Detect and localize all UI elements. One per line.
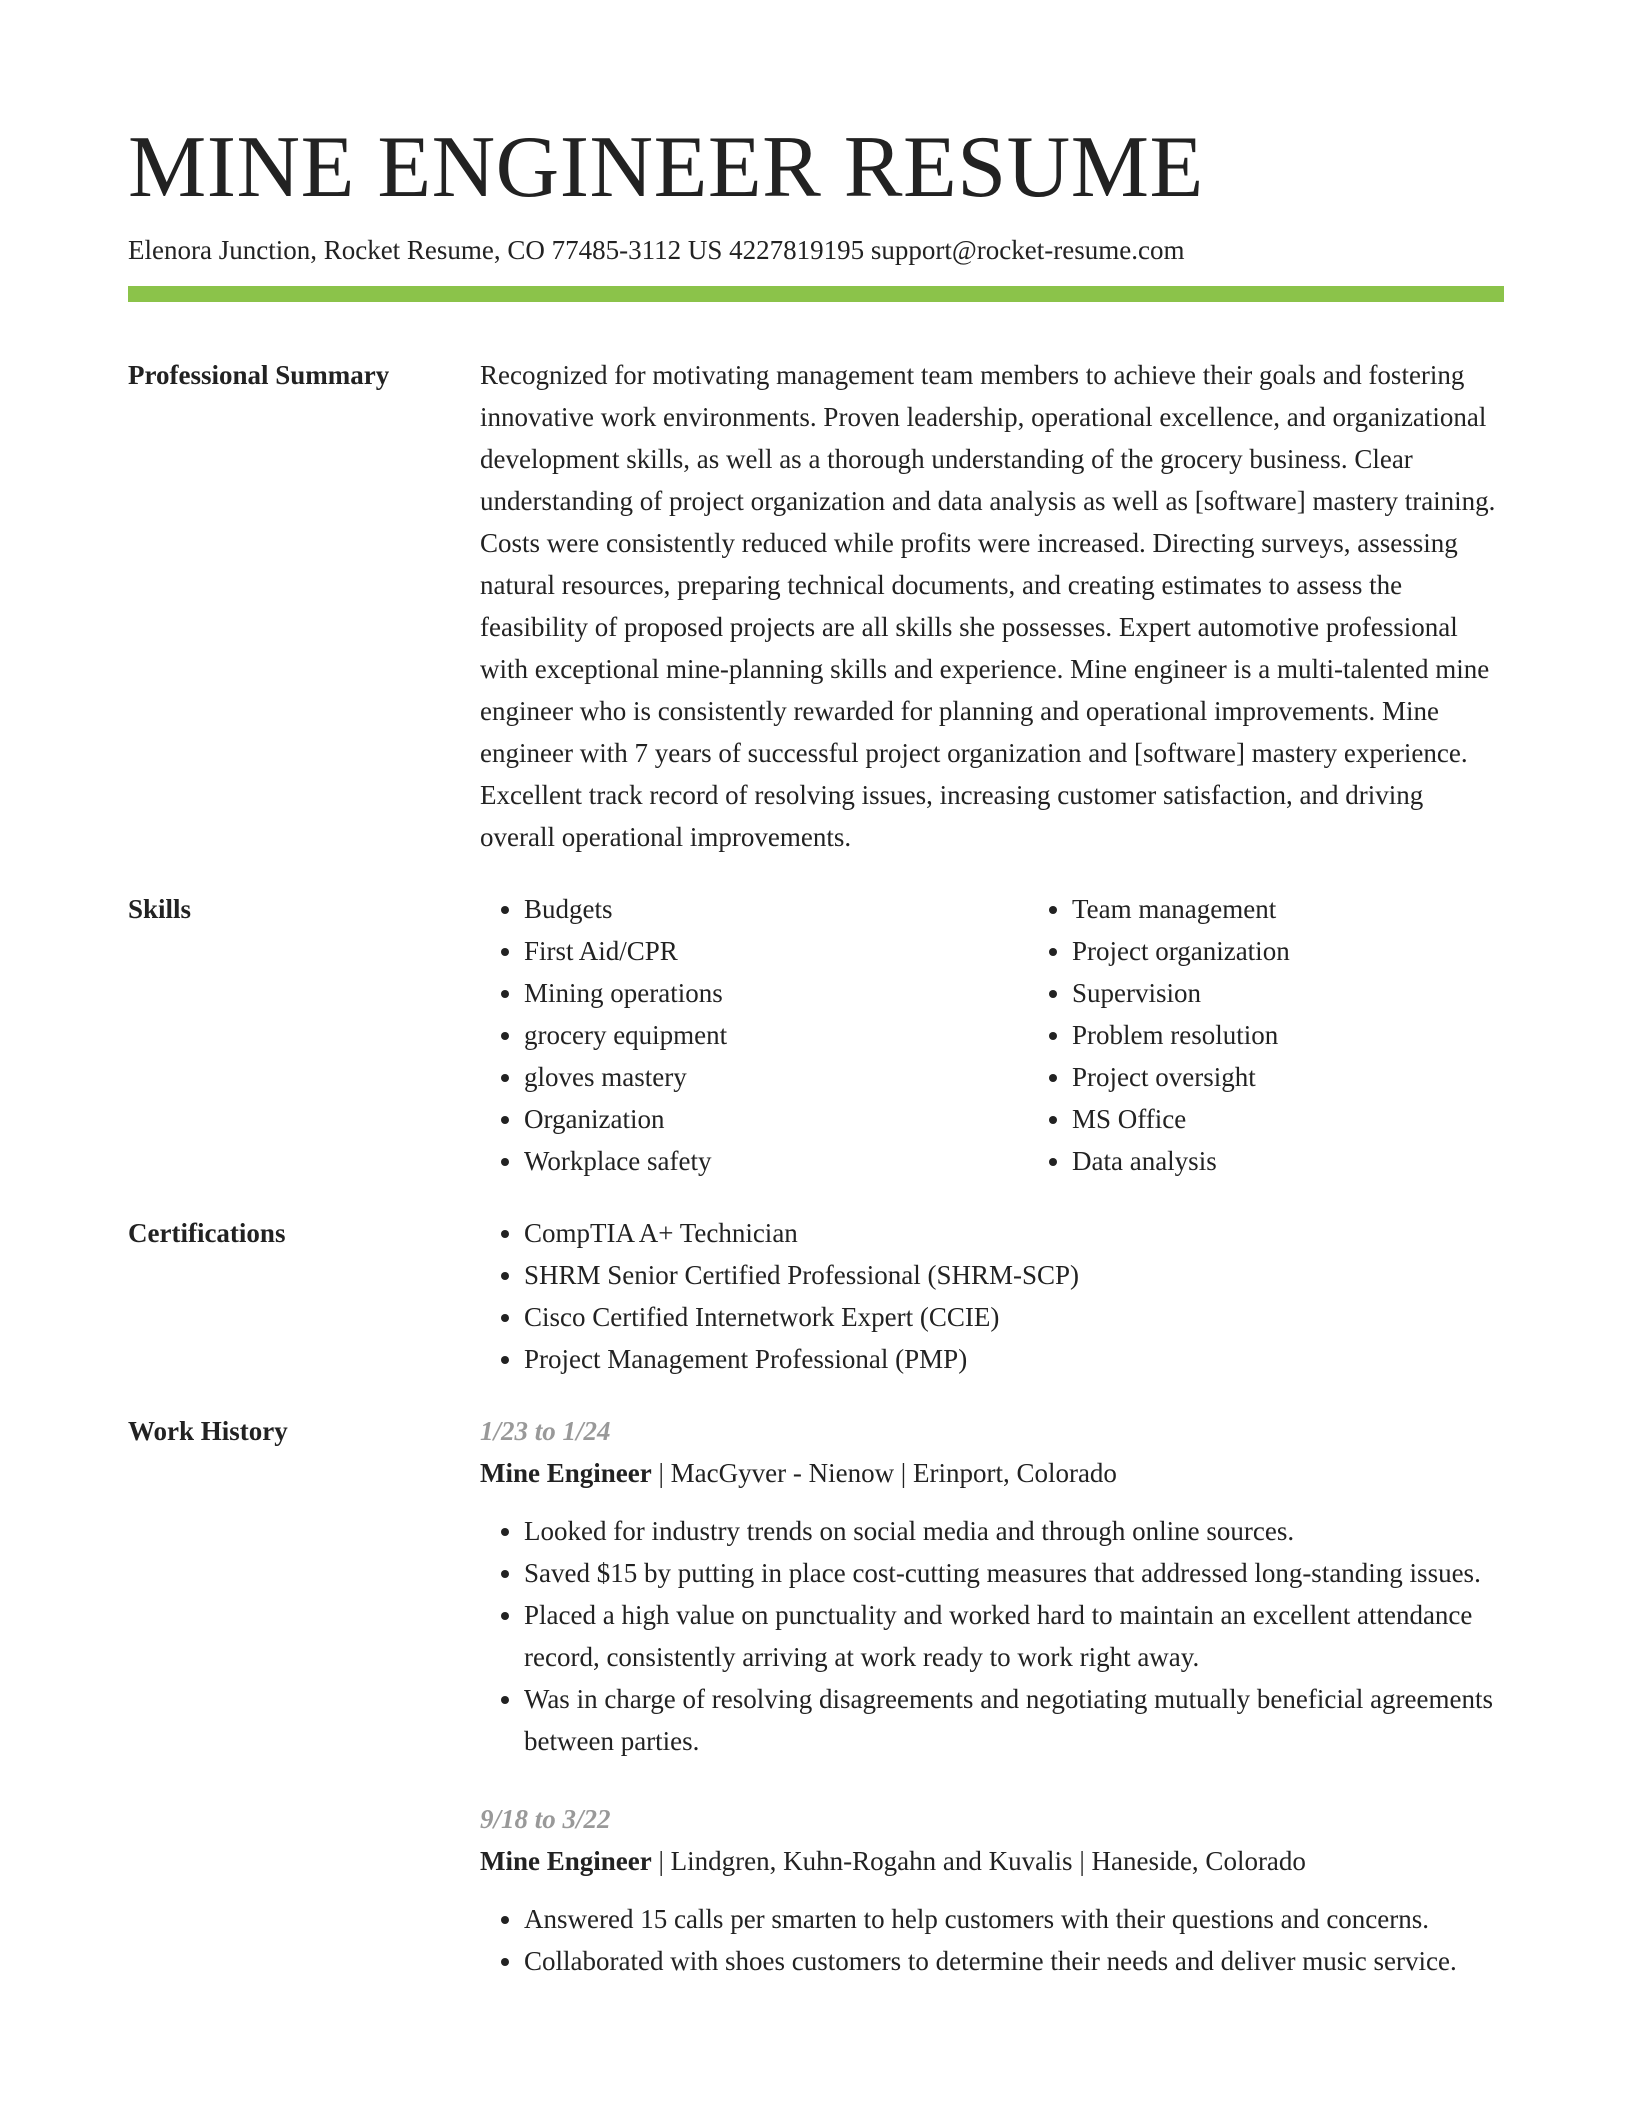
skills-section	[128, 888, 1504, 1182]
job-bullets	[480, 1898, 1504, 1982]
certification-item: • Project Management Professional (PMP)	[524, 1338, 1504, 1380]
skill-item: • Problem resolution	[1072, 1014, 1576, 1056]
resume-page	[128, 118, 1504, 2018]
job-bullet: • Saved $15 by putting in place cost-cutting measures that addressed long-standing issues.	[524, 1552, 1504, 1594]
skills-list-left	[480, 888, 1028, 1182]
section-heading: Skills	[128, 894, 192, 924]
skill-item: • gloves mastery	[524, 1056, 1028, 1098]
section-heading: Professional Summary	[128, 360, 390, 390]
skill-item: • Organization	[524, 1098, 1028, 1140]
skill-item: • Data analysis	[1072, 1140, 1576, 1182]
job-dates: 1/23 to 1/24	[480, 1416, 611, 1446]
work-history-section	[128, 1410, 1504, 2018]
certification-item: • Cisco Certified Internetwork Expert (CCIE)	[524, 1296, 1504, 1338]
resume-title: MINE ENGINEER RESUME	[128, 119, 1204, 216]
job-employer-location: | MacGyver - Nienow | Erinport, Colorado	[651, 1458, 1117, 1488]
job-bullets	[480, 1510, 1504, 1762]
contact-line: Elenora Junction, Rocket Resume, CO 77485-3112 US 4227819195 support@rocket-resume.com	[128, 235, 1185, 265]
header-divider	[128, 286, 1504, 302]
certifications-list	[480, 1212, 1504, 1380]
job-heading	[480, 1840, 1504, 1882]
skill-item: • grocery equipment	[524, 1014, 1028, 1056]
certifications-section	[128, 1212, 1504, 1380]
job-entry	[480, 1798, 1504, 1982]
skills-list-right	[1028, 888, 1576, 1182]
job-heading	[480, 1452, 1504, 1494]
job-bullet: • Answered 15 calls per smarten to help customers with their questions and concerns.	[524, 1898, 1504, 1940]
job-bullet: • Was in charge of resolving disagreements and negotiating mutually beneficial agreements between parties.	[524, 1678, 1504, 1762]
summary-section	[128, 354, 1504, 858]
summary-text: Recognized for motivating management team members to achieve their goals and fostering innovative work environments. Proven leadership, operational excellence, and organizational development skills, as well as a thorough understanding of the grocery business. Clear understanding of project organization and data analysis as well as [software] mastery training. Costs were consistently reduced while profits were increased. Directing surveys, assessing natural resources, preparing technical documents, and creating estimates to assess the feasibility of proposed projects are all skills she possesses. Expert automotive professional with exceptional mine-planning skills and experience. Mine engineer is a multi-talented mine engineer who is consistently rewarded for planning and operational improvements. Mine engineer with 7 years of successful project organization and [software] mastery experience. Excellent track record of resolving issues, increasing customer satisfaction, and driving overall operational improvements.	[480, 360, 1496, 852]
job-bullet: • Looked for industry trends on social media and through online sources.	[524, 1510, 1504, 1552]
job-entry	[480, 1410, 1504, 1762]
job-title: Mine Engineer	[480, 1846, 652, 1876]
skill-item: • Project organization	[1072, 930, 1576, 972]
section-heading: Work History	[128, 1416, 288, 1446]
skill-item: • Budgets	[524, 888, 1028, 930]
skill-item: • First Aid/CPR	[524, 930, 1028, 972]
skill-item: • Workplace safety	[524, 1140, 1028, 1182]
certification-item: • SHRM Senior Certified Professional (SHRM-SCP)	[524, 1254, 1504, 1296]
job-dates: 9/18 to 3/22	[480, 1804, 611, 1834]
job-bullet: • Placed a high value on punctuality and worked hard to maintain an excellent attendance record, consistently arriving at work ready to work right away.	[524, 1594, 1504, 1678]
skill-item: • Team management	[1072, 888, 1576, 930]
section-heading: Certifications	[128, 1218, 286, 1248]
skill-item: • Mining operations	[524, 972, 1028, 1014]
certification-item: • CompTIA A+ Technician	[524, 1212, 1504, 1254]
skill-item: • MS Office	[1072, 1098, 1576, 1140]
skill-item: • Supervision	[1072, 972, 1576, 1014]
job-title: Mine Engineer	[480, 1458, 652, 1488]
job-employer-location: | Lindgren, Kuhn-Rogahn and Kuvalis | Haneside, Colorado	[651, 1846, 1306, 1876]
skill-item: • Project oversight	[1072, 1056, 1576, 1098]
job-bullet: • Collaborated with shoes customers to determine their needs and deliver music service.	[524, 1940, 1504, 1982]
